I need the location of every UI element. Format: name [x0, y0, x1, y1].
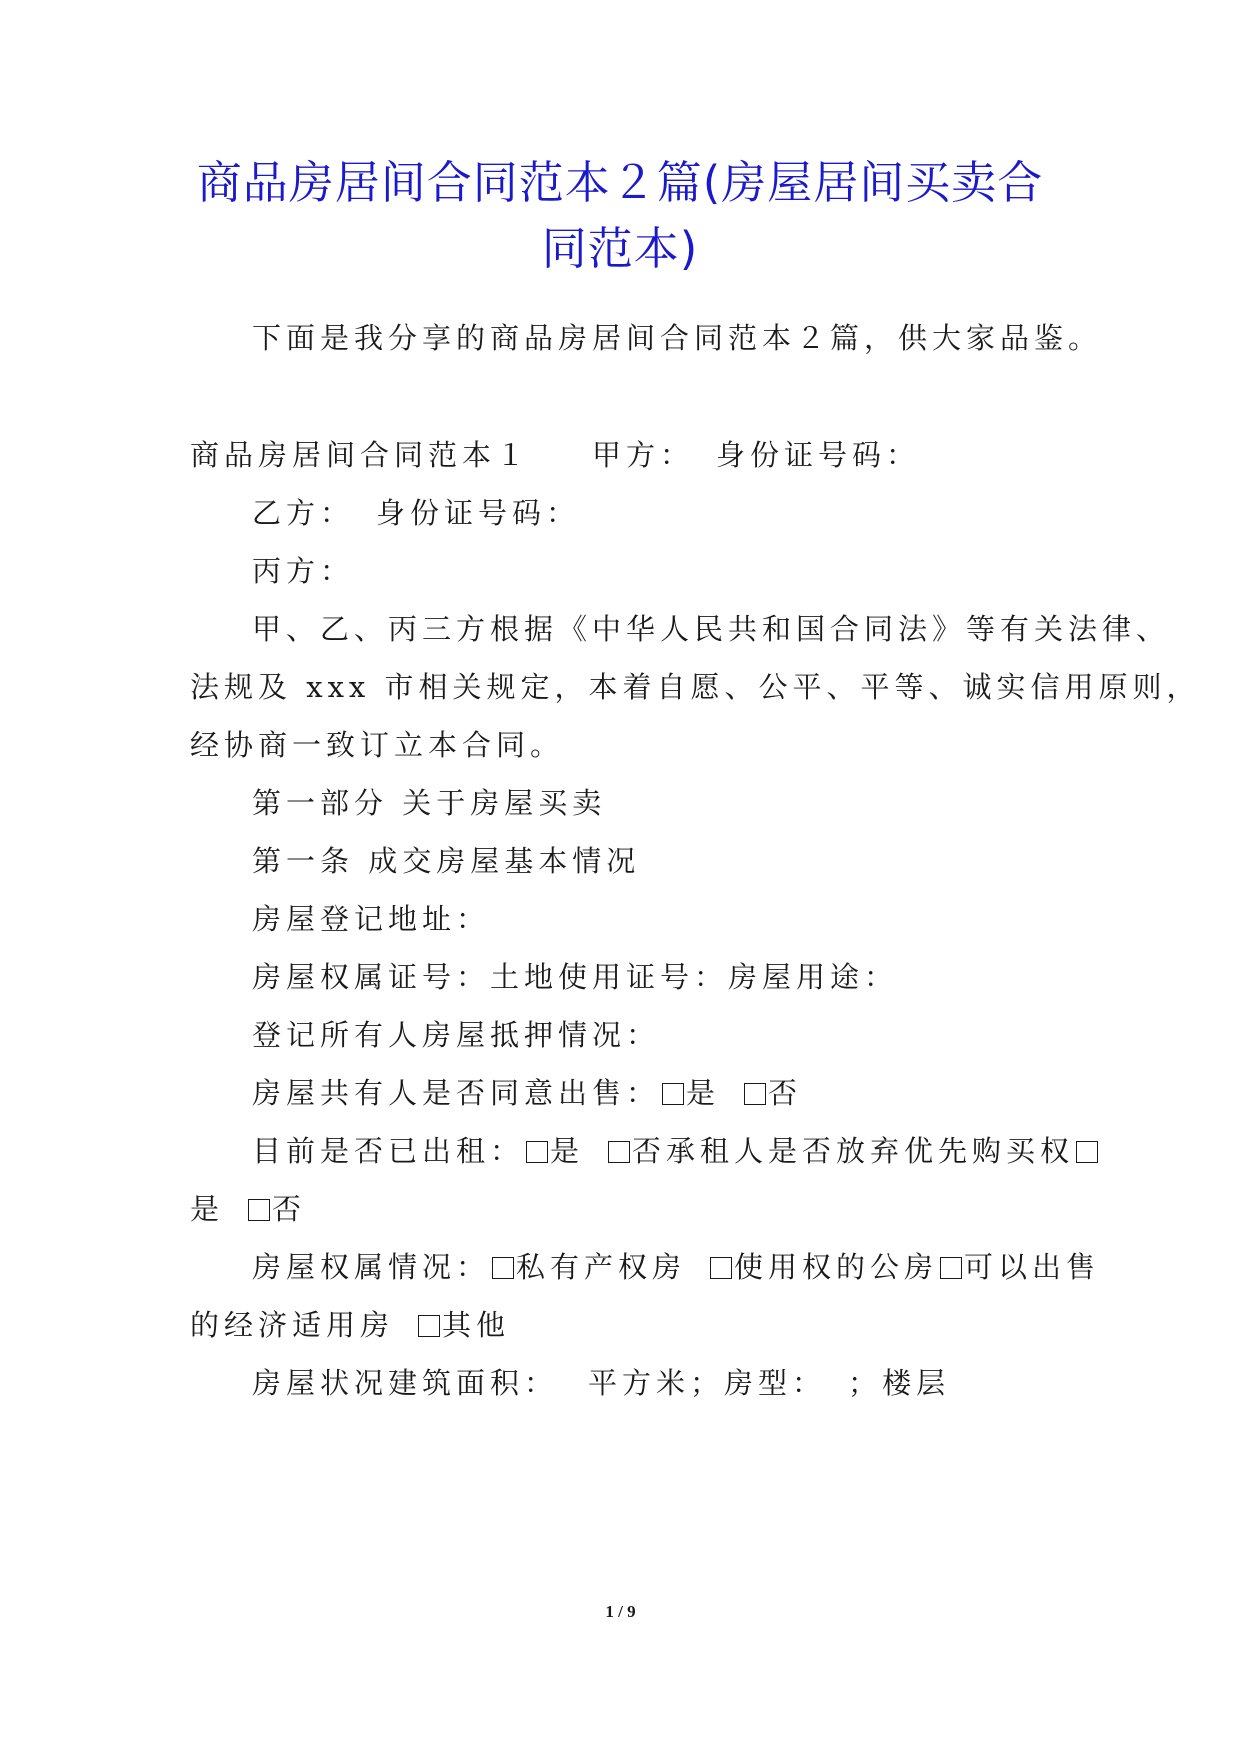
option-yes-label: 是 — [550, 1134, 585, 1168]
option-no-label: 否 — [768, 1076, 803, 1110]
document-title — [190, 150, 1050, 282]
part-heading: 第一部分 关于房屋买卖 — [252, 786, 607, 820]
checkbox-other[interactable] — [418, 1315, 440, 1337]
house-use-label: 房屋用途： — [728, 960, 899, 994]
co-owner-line — [252, 1073, 802, 1113]
paragraph-line: 法规及 xxx 市相关规定，本着自愿、公平、平等、诚实信用原则， — [190, 670, 1201, 704]
registered-owner-label: 登记所有人房屋抵押情况： — [252, 1018, 661, 1052]
house-condition-line — [252, 1363, 950, 1403]
title-line-2: 同范本) — [541, 222, 699, 275]
option-affordable-label: 可以出售 — [964, 1250, 1101, 1284]
option-affordable-label-cont: 的经济适用房 — [190, 1308, 395, 1342]
ownership-status-label: 房屋权属情况： — [252, 1250, 491, 1284]
party-c-label: 丙方： — [252, 554, 355, 588]
id-number-label: 身份证号码： — [716, 438, 921, 472]
option-public-label: 使用权的公房 — [734, 1250, 939, 1284]
separator: ； — [848, 1366, 883, 1400]
page-indicator: 1 / 9 — [605, 1602, 636, 1621]
option-other-label: 其他 — [442, 1308, 511, 1342]
option-yes-label: 是 — [190, 1192, 225, 1226]
layout-label: 房型： — [724, 1366, 827, 1400]
rented-line-cont — [190, 1189, 306, 1229]
checkbox-yes[interactable] — [526, 1141, 548, 1163]
article-heading: 第一条 成交房屋基本情况 — [252, 844, 641, 878]
paragraph-line: 甲、乙、丙三方根据《中华人民共和国合同法》等有关法律、 — [252, 612, 1171, 646]
party-a-label: 甲方： — [592, 438, 695, 472]
title-line-1: 商品房居间合同范本２篇(房屋居间买卖合 — [196, 156, 1044, 209]
option-private-label: 私有产权房 — [516, 1250, 687, 1284]
option-yes-label: 是 — [686, 1076, 721, 1110]
paragraph-line: 经协商一致订立本合同。 — [190, 728, 565, 762]
option-no-label: 否 — [272, 1192, 307, 1226]
party-b-line — [252, 493, 580, 533]
checkbox-no[interactable] — [608, 1141, 630, 1163]
party-b-label: 乙方： — [252, 496, 355, 530]
checkbox-affordable[interactable] — [940, 1257, 962, 1279]
intro-paragraph: 下面是我分享的商品房居间合同范本２篇，供大家品鉴。 — [252, 321, 1103, 355]
sqm-label: 平方米； — [588, 1366, 725, 1400]
checkbox-yes[interactable] — [1076, 1141, 1098, 1163]
rented-label: 目前是否已出租： — [252, 1134, 525, 1168]
tenant-waive-label: 承租人是否放弃优先购买权 — [666, 1134, 1075, 1168]
party-a-line — [190, 435, 920, 475]
building-area-label: 房屋状况建筑面积： — [252, 1366, 559, 1400]
option-no-label: 否 — [632, 1134, 667, 1168]
ownership-status-line — [252, 1247, 1100, 1287]
rented-line — [252, 1131, 1100, 1171]
checkbox-yes[interactable] — [662, 1083, 684, 1105]
checkbox-no[interactable] — [248, 1199, 270, 1221]
house-address-label: 房屋登记地址： — [252, 902, 491, 936]
ownership-status-line-cont — [190, 1305, 510, 1345]
checkbox-private[interactable] — [492, 1257, 514, 1279]
checkbox-no[interactable] — [744, 1083, 766, 1105]
ownership-line — [252, 957, 898, 997]
sample-heading: 商品房居间合同范本１ — [190, 438, 531, 472]
ownership-no-label: 房屋权属证号： — [252, 960, 491, 994]
checkbox-public[interactable] — [710, 1257, 732, 1279]
floor-label: 楼层 — [882, 1366, 951, 1400]
co-owner-label: 房屋共有人是否同意出售： — [252, 1076, 661, 1110]
id-number-label: 身份证号码： — [376, 496, 581, 530]
land-use-no-label: 土地使用证号： — [490, 960, 729, 994]
